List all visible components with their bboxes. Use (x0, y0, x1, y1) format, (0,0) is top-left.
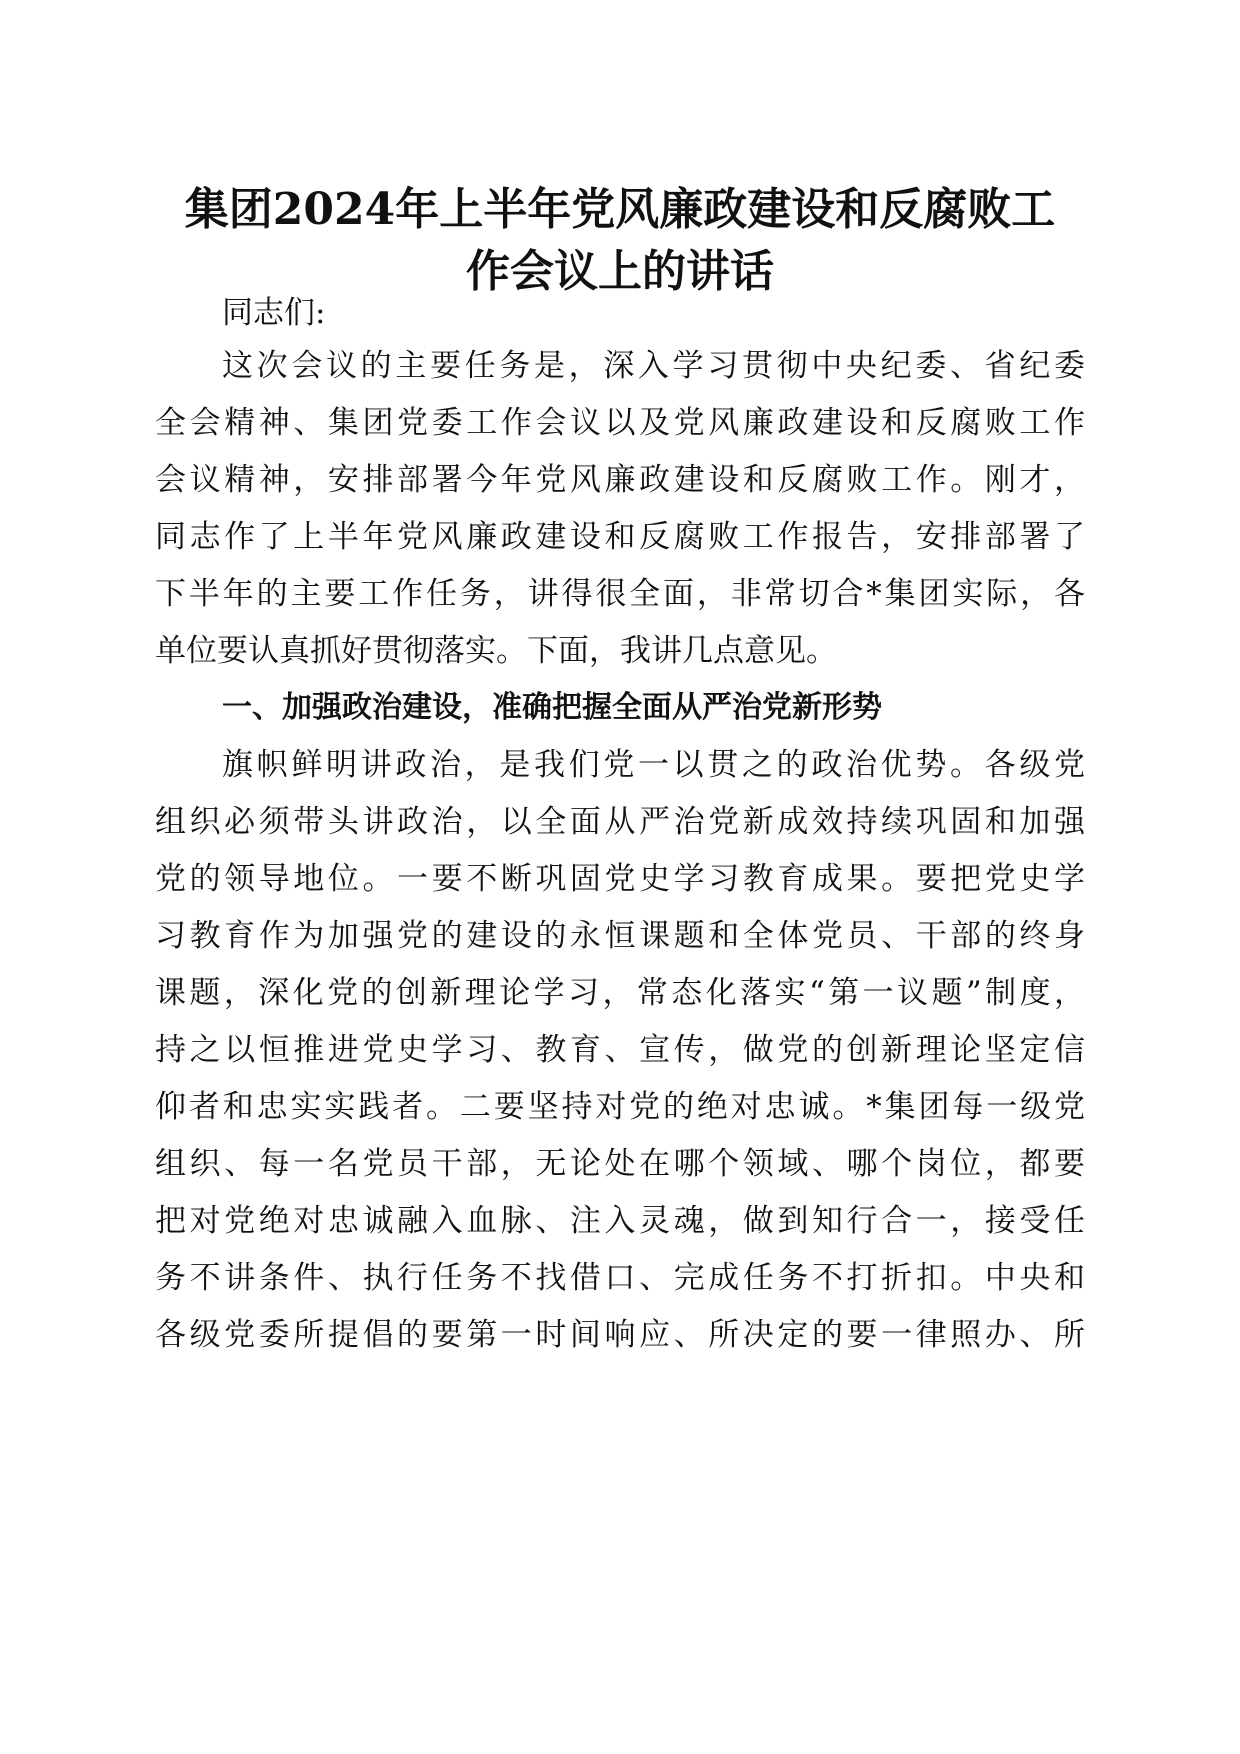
paragraph-2-line: 仰者和忠实实践者。二要坚持对党的绝对忠诚。*集团每一级党 (155, 1089, 1085, 1125)
paragraph-1-line: 单位要认真抓好贯彻落实。下面，我讲几点意见。 (155, 633, 837, 669)
paragraph-2-line: 各级党委所提倡的要第一时间响应、所决定的要一律照办、所 (155, 1317, 1085, 1353)
salutation: 同志们: (222, 295, 326, 331)
paragraph-2-line: 把对党绝对忠诚融入血脉、注入灵魂，做到知行合一，接受任 (155, 1203, 1085, 1239)
paragraph-1-line: 会议精神，安排部署今年党风廉政建设和反腐败工作。刚才， (155, 462, 1085, 498)
paragraph-1-line: 同志作了上半年党风廉政建设和反腐败工作报告，安排部署了 (155, 519, 1085, 555)
document-title-line-2: 作会议上的讲话 (466, 246, 774, 297)
section-heading-1: 一、加强政治建设，准确把握全面从严治党新形势 (222, 690, 882, 725)
paragraph-1-line: 全会精神、集团党委工作会议以及党风廉政建设和反腐败工作 (155, 405, 1085, 441)
paragraph-2-line: 旗帜鲜明讲政治，是我们党一以贯之的政治优势。各级党 (222, 747, 1085, 783)
paragraph-2-line: 组织必须带头讲政治，以全面从严治党新成效持续巩固和加强 (155, 804, 1085, 840)
paragraph-1-line: 下半年的主要工作任务，讲得很全面，非常切合*集团实际，各 (155, 576, 1085, 612)
paragraph-2-line: 课题，深化党的创新理论学习，常态化落实“第一议题”制度， (155, 975, 1085, 1011)
paragraph-1-line: 这次会议的主要任务是，深入学习贯彻中央纪委、省纪委 (222, 348, 1085, 384)
paragraph-2-line: 习教育作为加强党的建设的永恒课题和全体党员、干部的终身 (155, 918, 1085, 954)
paragraph-2-line: 党的领导地位。一要不断巩固党史学习教育成果。要把党史学 (155, 861, 1085, 897)
paragraph-2-line: 务不讲条件、执行任务不找借口、完成任务不打折扣。中央和 (155, 1260, 1085, 1296)
document-title-line-1: 集团2024年上半年党风廉政建设和反腐败工 (184, 184, 1056, 235)
paragraph-2-line: 组织、每一名党员干部，无论处在哪个领域、哪个岗位，都要 (155, 1146, 1085, 1182)
paragraph-2-line: 持之以恒推进党史学习、教育、宣传，做党的创新理论坚定信 (155, 1032, 1085, 1068)
